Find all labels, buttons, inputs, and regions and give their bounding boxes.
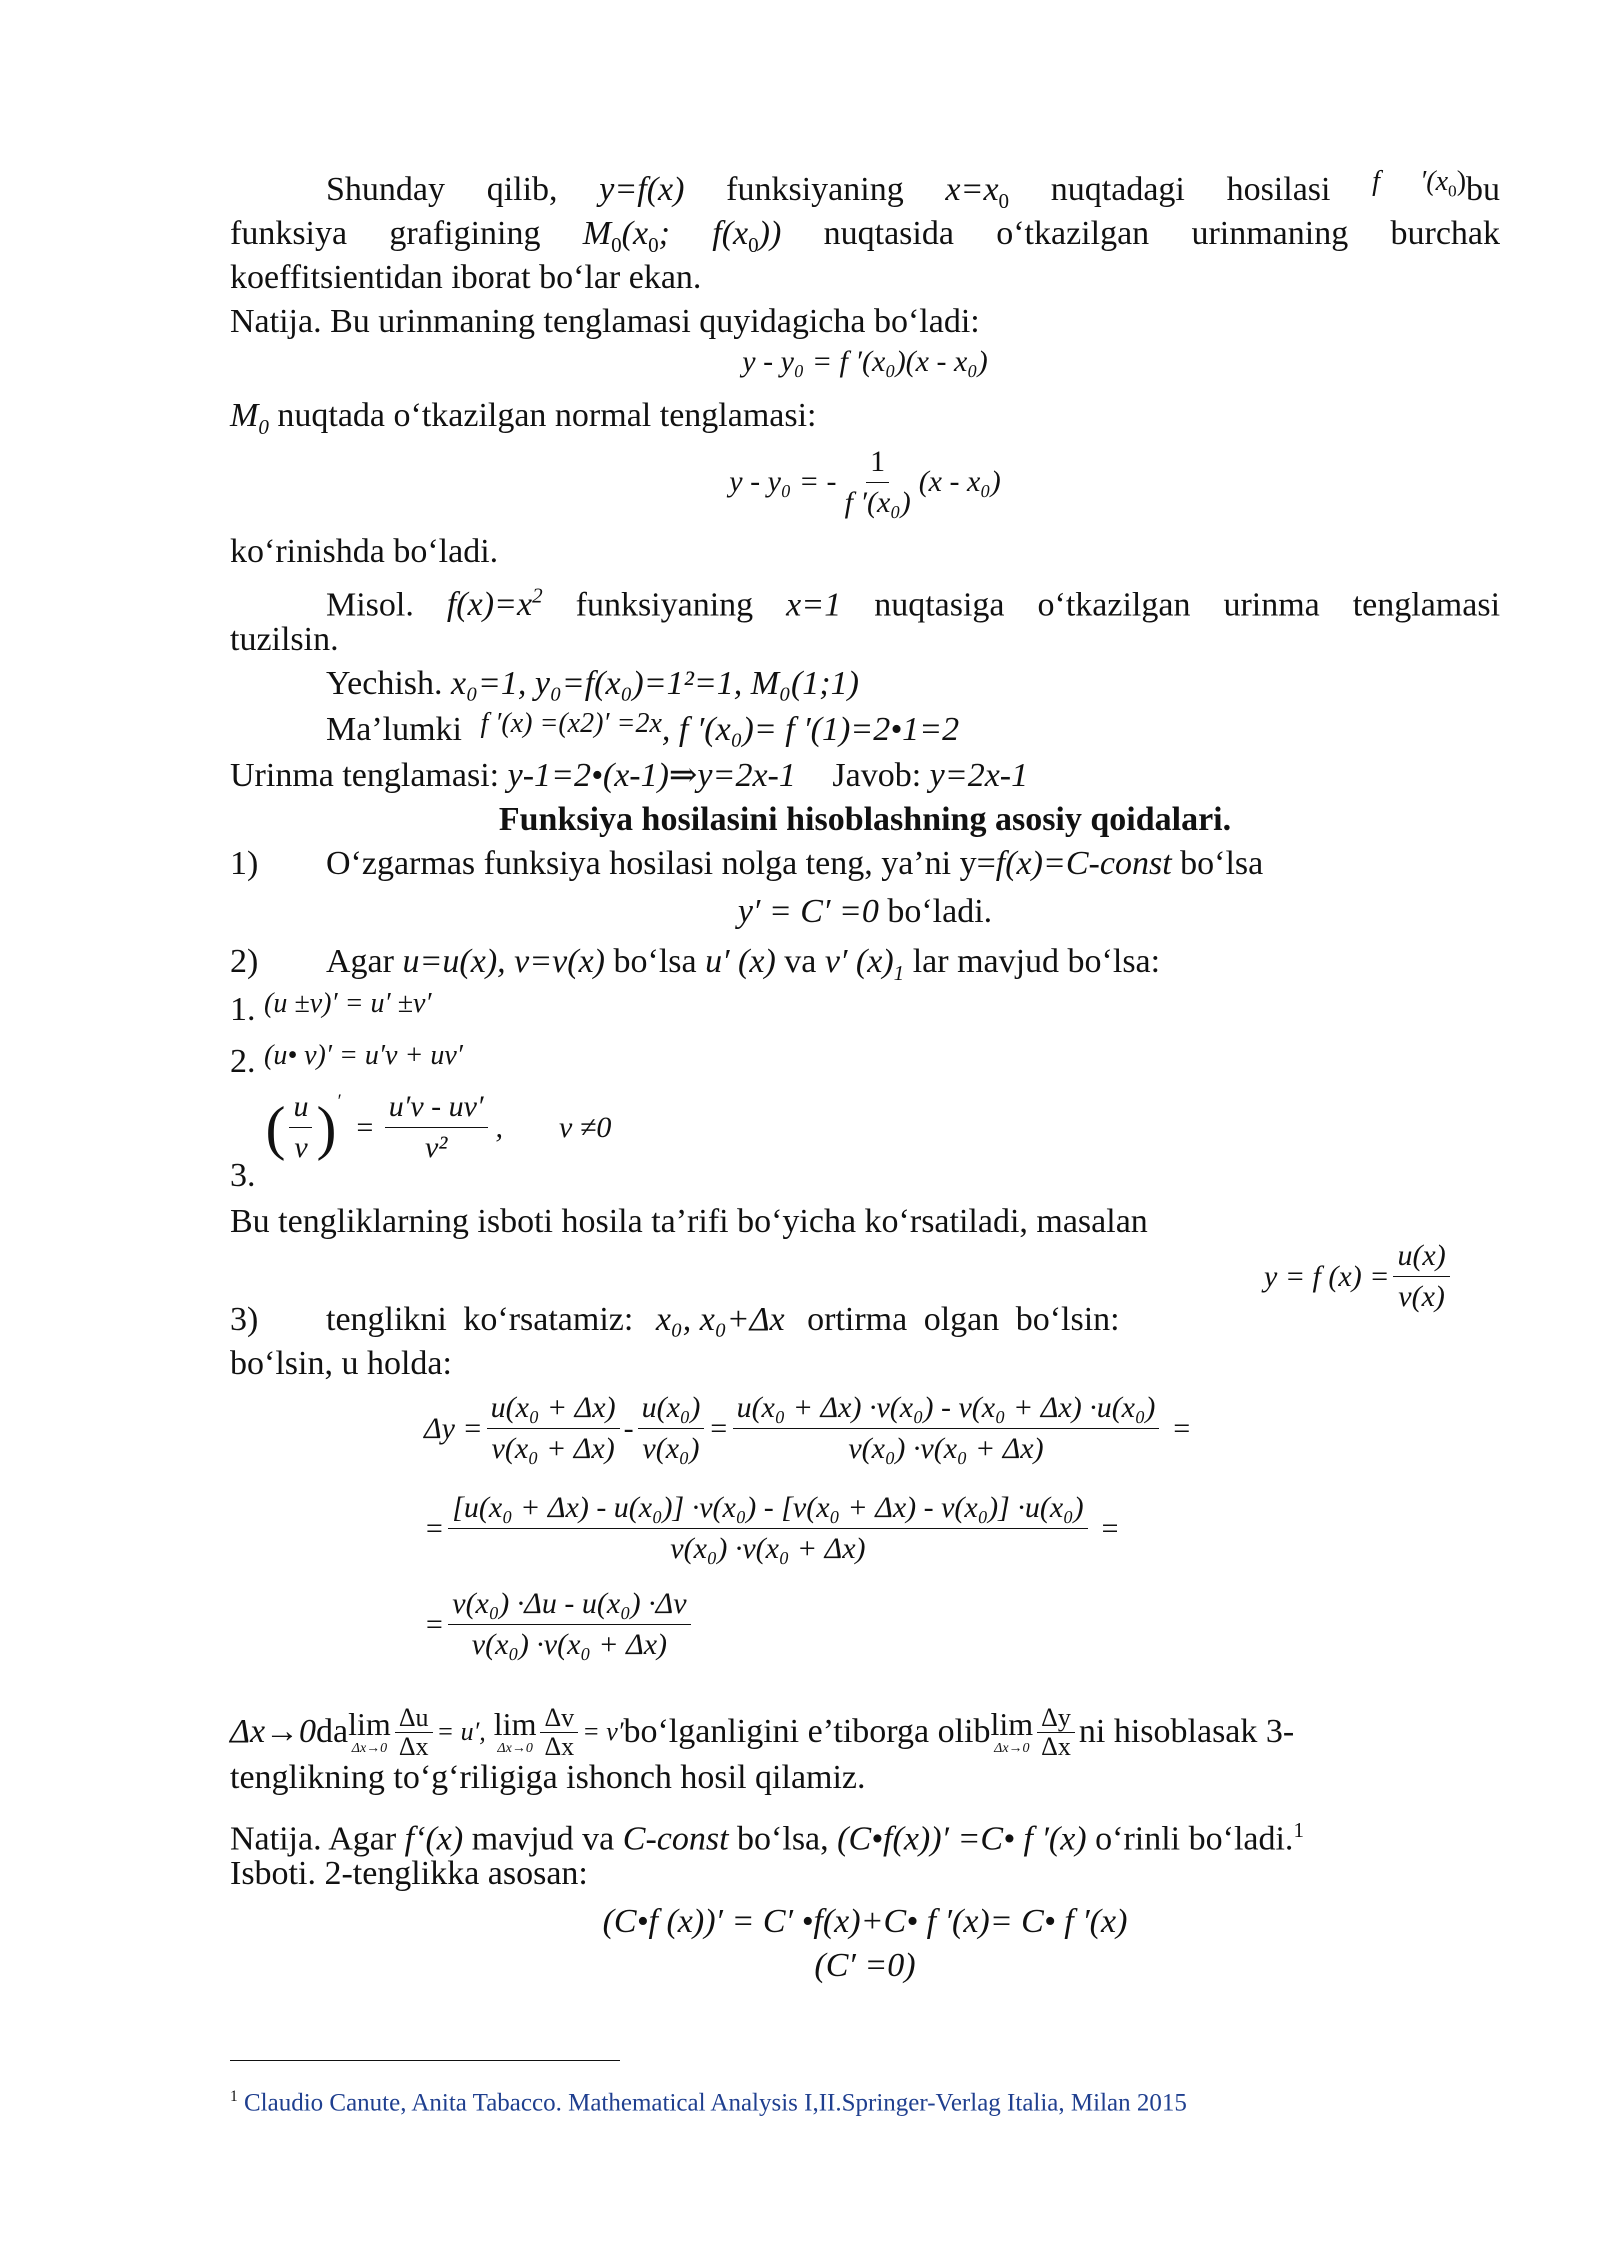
rule-1: 1) O‘zgarmas funksiya hosilasi nolga teng, ya’ni y=f(x)=C-const bo‘lsa bbox=[230, 845, 1264, 882]
section-heading: Funksiya hosilasini hisoblashning asosiy qoidalari. bbox=[498, 801, 1232, 838]
paragraph-line: Isboti. 2-tenglikka asosan: bbox=[230, 1855, 588, 1892]
rule-1-equation: y′ = C′ =0 bo‘ladi. bbox=[737, 893, 993, 930]
fraction: $\frac{1}{\text{f ′(x₀)}}$ bbox=[841, 442, 915, 523]
rule-2: 2) Agar u=u(x), v=v(x) bo‘lsa u′ (x) va v′ $(x)_1$ lar mavjud bo‘lsa: bbox=[230, 943, 1161, 985]
urinma-line: Urinma tenglamasi: y-1=2•(x-1)⇒y=2x-1 Javob: y=2x-1 bbox=[230, 757, 1029, 794]
natija-text: Natija. Bu urinmaning tenglamasi quyidagicha bo‘ladi: bbox=[230, 303, 980, 340]
delta-equation-line-1: Δy = $\frac{\text{u(x₀ + Δx)}}{\text{v(x₀ + Δx)}}$ - $\frac{\text{u(x₀)}}{\text{v(x₀)}}$ = $\frac{\text{u(x₀ + Δx) ·v(x₀) - v(x₀ + Δx) ·u(x₀)}}{\text{v(x₀) ·v(x₀ + Δx)}}$ = bbox=[424, 1388, 1192, 1469]
formula-2: 2. $^{(u• v)' = u'v + uv'}$ bbox=[230, 1040, 463, 1080]
footnote: $^1$ Claudio Canute, Anita Tabacco. Mathematical Analysis I,II.Springer-Verlag Italia, Milan 2015 bbox=[230, 2088, 1187, 2117]
yechish-line: Yechish. x₀=1, y₀=f(x₀)=1²=1, M₀(1;1) bbox=[326, 665, 859, 702]
quotient-definition: y = f (x) = $\frac{u(x)}{v(x)}$ bbox=[1264, 1236, 1454, 1317]
limits-line: Δx→0 da lim Δx→0 $\frac{\Delta u}{\Delta x}$ = u′, lim Δx→0 $\frac{\Delta v}{\Delta x}$ = v′ bo‘lganligini e’tiborga olib lim Δx→0 $\frac{\Delta y}{\Delta x}$ ni hisoblasak 3- bbox=[230, 1702, 1295, 1761]
delta-equation-line-3: = $\frac{\text{v(x₀) ·Δu - u(x₀) ·Δv}}{\text{v(x₀) ·v(x₀ + Δx)}}$ bbox=[424, 1584, 695, 1665]
limit-expression: lim Δx→0 $\frac{\Delta y}{\Delta x}$ bbox=[991, 1704, 1079, 1761]
natija-2: Natija. Agar f‘(x) mavjud va C-const bo‘lsa, (C•f(x))′ =C• f ′(x) o‘rinli bo‘ladi.$^1$ bbox=[230, 1818, 1304, 1858]
fraction: $\frac{\text{u(x₀ + Δx)}}{\text{v(x₀ + Δx)}}$ bbox=[487, 1388, 620, 1469]
math-inline: $x=x_0$ bbox=[945, 171, 1010, 213]
normal-intro: $M_0$ nuqtada o‘tkazilgan normal tenglamasi: bbox=[230, 397, 817, 439]
paragraph-line: bo‘lsin, u holda: bbox=[230, 1345, 452, 1382]
final-equation: (C•f (x))′ = C′ •f(x)+C• f ′(x)= C• f ′(x) bbox=[602, 1903, 1128, 1940]
malumki-line: Ma’lumki $^{f '(x) =(x2)' =2x}$, f ′(x₀)= f ′(1)=2•1=2 bbox=[326, 708, 960, 748]
fraction: $\frac{\text{v(x₀) ·Δu - u(x₀) ·Δv}}{\text{v(x₀) ·v(x₀ + Δx)}}$ bbox=[448, 1584, 690, 1665]
paragraph-line: ko‘rinishda bo‘ladi. bbox=[230, 533, 499, 570]
fraction: $\frac{u(x)}{v(x)}$ bbox=[1393, 1236, 1449, 1317]
paragraph-line: tuzilsin. bbox=[230, 621, 339, 658]
formula-3: 3. ( $\frac{u}{v}$ ) ′ = $\frac{u'v - uv'}{\text{v²}}$ , v ≠0 bbox=[230, 1098, 1500, 1198]
derivative-symbol: f ′(x0) bbox=[1372, 166, 1467, 201]
misol-line: Misol. $f(x)=x^2$ funksiyaning x=1 nuqtasiga o‘tkazilgan urinma tenglamasi bbox=[326, 584, 1501, 624]
formula-1: 1. $^{(u \pm v)' = u' \pm v'}$ bbox=[230, 988, 432, 1028]
fraction: $\frac{\text{u(x₀ + Δx) ·v(x₀) - v(x₀ + Δx) ·u(x₀)}}{\text{v(x₀) ·v(x₀ + Δx)}}$ bbox=[733, 1388, 1160, 1469]
math-inline: $M_0(x_0$; $f(x_0)$) bbox=[582, 215, 782, 257]
tangent-equation: y - y₀ = f ′(x₀)(x - x₀) bbox=[742, 345, 988, 378]
delta-equation-line-2: = $\frac{\text{[u(x₀ + Δx) - u(x₀)] ·v(x₀) - [v(x₀ + Δx) - v(x₀)] ·u(x₀)}}{\text{v(x₀) ·v(x₀ + Δx)}}$ = bbox=[424, 1488, 1120, 1569]
fraction: $\frac{\text{[u(x₀ + Δx) - u(x₀)] ·v(x₀) - [v(x₀ + Δx) - v(x₀)] ·u(x₀)}}{\text{v(x₀) ·v(x₀ + Δx)}}$ bbox=[448, 1488, 1087, 1569]
paragraph-line: funksiya grafigining $M_0(x_0$; $f(x_0)$) nuqtasida o‘tkazilgan urinmaning burchak bbox=[230, 215, 1501, 257]
paragraph-line: tenglikning to‘g‘riligiga ishonch hosil qilamiz. bbox=[230, 1759, 866, 1796]
paragraph-line: Bu tengliklarning isboti hosila ta’rifi bo‘yicha ko‘rsatiladi, masalan bbox=[230, 1203, 1148, 1240]
fraction: $\frac{u'v - uv'}{\text{v²}}$ bbox=[385, 1087, 488, 1168]
paragraph-line: koeffitsientidan iborat bo‘lar ekan. bbox=[230, 259, 702, 296]
normal-equation: y - y₀ = - $\frac{1}{\text{f ′(x₀)}}$ (x - x₀) bbox=[230, 440, 1500, 524]
rule-3: 3) tenglikni ko‘rsatamiz: x₀, x₀+Δx ortirma olgan bo‘lsin: bbox=[230, 1301, 1120, 1338]
fraction: $\frac{u}{v}$ bbox=[289, 1087, 312, 1168]
footnote-separator bbox=[230, 2060, 620, 2061]
paragraph-line: Shunday qilib, y=f(x) funksiyaning $x=x_0$ nuqtadagi hosilasi $^{f '(x_0)}$bu bbox=[326, 166, 1501, 213]
final-equation-note: (C′ =0) bbox=[814, 1947, 916, 1984]
fraction: $\frac{\text{u(x₀)}}{\text{v(x₀)}}$ bbox=[638, 1388, 705, 1469]
limit-expression: lim Δx→0 $\frac{\Delta u}{\Delta x}$ = u′, lim Δx→0 $\frac{\Delta v}{\Delta x}$ = v′ bbox=[348, 1702, 624, 1761]
